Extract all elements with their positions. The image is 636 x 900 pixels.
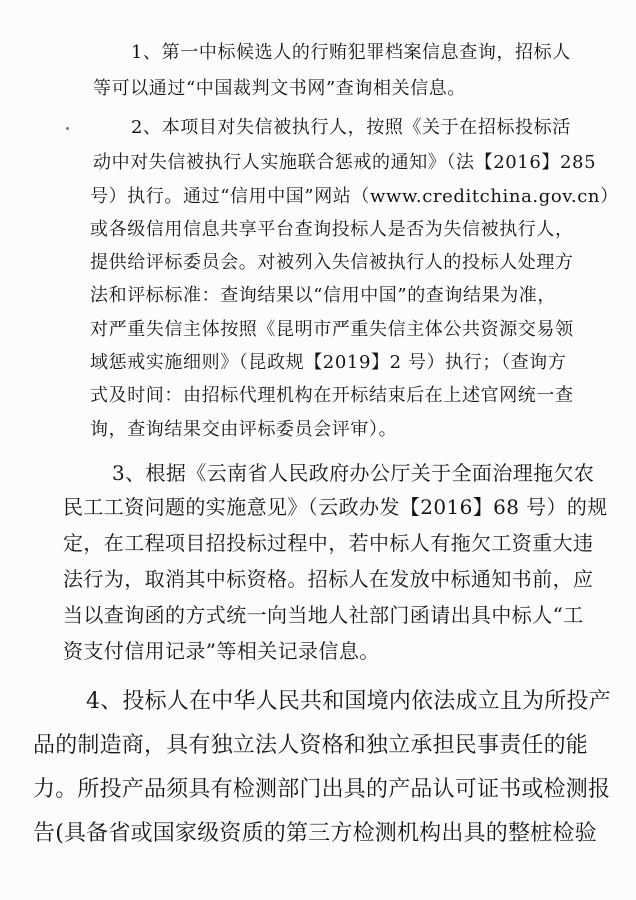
paragraph-3-line-4: 法行为，取消其中标资格。招标人在发放中标通知书前，应 (63, 567, 594, 591)
paragraph-4-line-2: 品的制造商，具有独立法人资格和独立承担民事责任的能 (33, 733, 589, 758)
paragraph-2-line-5: 提供给评标委员会。对被列入失信被执行人的投标人处理方 (90, 252, 574, 273)
scan-speck (66, 127, 69, 130)
paragraph-1-line-1: 1、第一中标候选人的行贿犯罪档案信息查询，招标人 (131, 42, 571, 63)
paragraph-4-line-4: 告(具备省或国家级资质的第三方检测机构出具的整桩检验 (33, 821, 597, 846)
paragraph-2-line-4: 或各级信用信息共享平台查询投标人是否为失信被执行人， (90, 219, 574, 240)
paragraph-3-line-1: 3、根据《云南省人民政府办公厅关于全面治理拖欠农 (112, 461, 595, 485)
paragraph-3-line-5: 当以查询函的方式统一向当地人社部门函请出具中标人“工 (63, 603, 584, 627)
paragraph-4-line-3: 力。所投产品须具有检测部门出具的产品认可证书或检测报 (33, 777, 611, 802)
paragraph-4-line-1: 4、投标人在中华人民共和国境内依法成立且为所投产 (86, 689, 611, 714)
paragraph-2-line-3: 号）执行。通过“信用中国”网站（www.creditchina.gov.cn） (90, 186, 619, 207)
paragraph-2-line-10: 询，查询结果交由评标委员会评审）。 (90, 419, 398, 440)
paragraph-2-line-1: 2、本项目对失信被执行人，按照《关于在招标投标活 (131, 117, 571, 138)
paragraph-2-line-8: 域惩戒实施细则》（昆政规【2019】2 号）执行；（查询方 (90, 352, 567, 373)
paragraph-2-line-7: 对严重失信主体按照《昆明市严重失信主体公共资源交易领 (90, 319, 574, 340)
paragraph-3-line-3: 定，在工程项目招投标过程中，若中标人有拖欠工资重大违 (63, 531, 594, 555)
paragraph-2-line-9: 式及时间：由招标代理机构在开标结束后在上述官网统一查 (90, 385, 574, 406)
paragraph-3-line-2: 民工工资问题的实施意见》（云政办发【2016】68 号）的规 (63, 495, 608, 519)
paragraph-2-line-6: 法和评标标准：查询结果以“信用中国”的查询结果为准， (90, 285, 557, 306)
paragraph-1-line-2: 等可以通过“中国裁判文书网”查询相关信息。 (93, 78, 467, 99)
paragraph-2-line-2: 动中对失信被执行人实施联合惩戒的通知》（法【2016】285 (93, 152, 597, 173)
paragraph-3-line-6: 资支付信用记录”等相关记录信息。 (63, 639, 380, 663)
